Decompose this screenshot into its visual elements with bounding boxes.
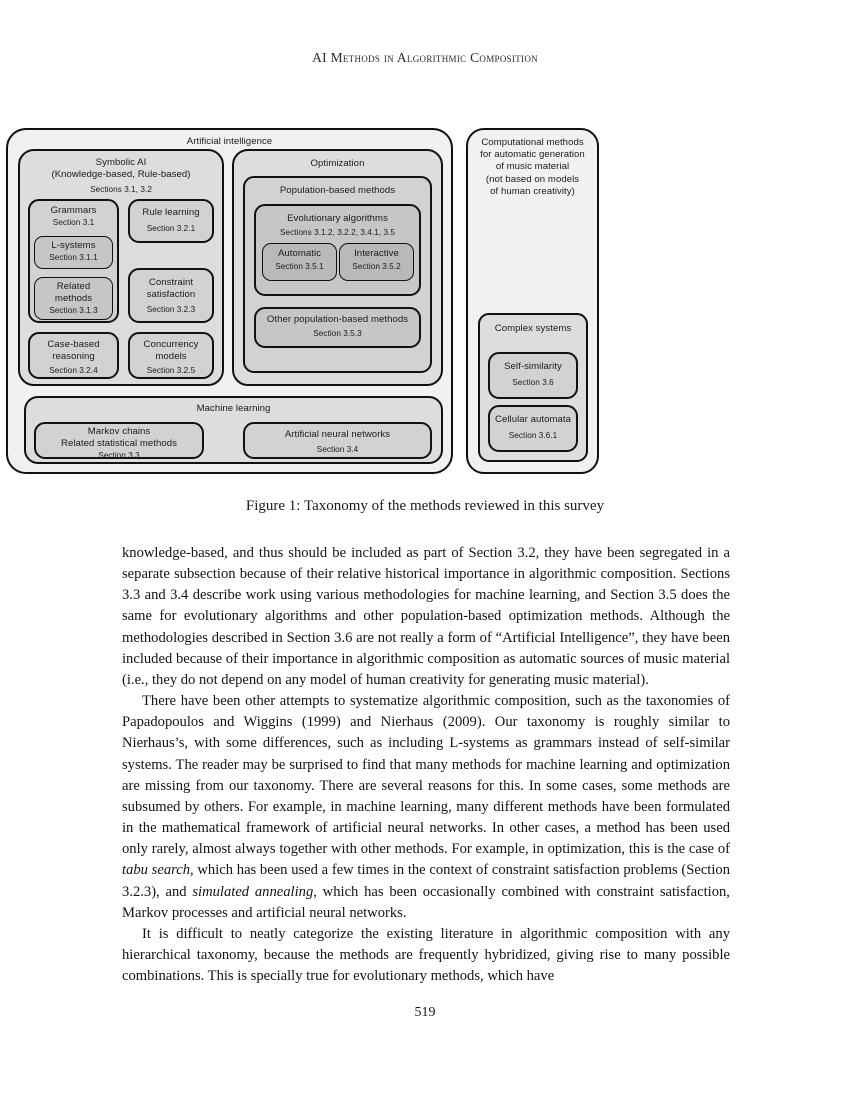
other-population-based-methods-sections: Section 3.5.3 xyxy=(313,329,362,339)
running-head: AI Methods in Algorithmic Composition xyxy=(312,50,538,65)
grammars-title: Grammars xyxy=(50,205,97,216)
rule-learning-box xyxy=(128,199,214,243)
body-text xyxy=(122,543,730,987)
interactive-sections: Section 3.5.2 xyxy=(352,262,401,272)
markov-chains-title-line2: Related statistical methods xyxy=(61,438,177,450)
computational-methods-title-line2: for automatic generation xyxy=(480,149,585,161)
l-systems-box xyxy=(34,236,113,269)
machine-learning-title: Machine learning xyxy=(196,403,271,414)
page-number: 519 xyxy=(414,1005,436,1020)
case-based-reasoning-box xyxy=(28,332,119,379)
interactive-title: Interactive xyxy=(354,248,399,259)
computational-methods-title-line3: of music material xyxy=(495,161,570,173)
paragraph-2 xyxy=(122,691,730,924)
paragraph-2-italic-simulated-annealing: simulated annealing xyxy=(192,883,314,900)
computational-methods-title-line4: (not based on models xyxy=(485,173,580,185)
symbolic-ai-sections: Sections 3.1, 3.2 xyxy=(90,185,152,195)
case-based-reasoning-title-line1: Case-based xyxy=(47,339,100,350)
paragraph-2-part-1: There have been other attempts to systematize algorithmic composition, such as the taxonomies of Papadopoulos and Wiggins (1999) and Nierhaus (2009). Our taxonomy is roughly similar to Nierhaus’s, with some differences, such as including L-systems as grammars instead of self-similar systems. The reader may be surprised to find that many methods for machine learning and optimization are missing from our taxonomy. There are several reasons for this. In some cases, some methods are subsumed by others. For example, in machine learning, many different methods have been formulated in the mathematical framework of artificial neural networks. In other cases, a method has been used only rarely, almost always together with other methods. For example, in optimization, this is the case of xyxy=(122,693,730,858)
concurrency-models-title-line1: Concurrency xyxy=(143,339,199,350)
markov-chains-box xyxy=(34,422,204,459)
grammars-sections: Section 3.1 xyxy=(52,218,95,228)
ai-container-title: Artificial intelligence xyxy=(186,136,273,147)
markov-chains-sections: Section 3.3 xyxy=(98,451,140,461)
related-methods-sections: Section 3.1.3 xyxy=(49,306,98,316)
self-similarity-sections: Section 3.6 xyxy=(512,378,554,388)
figure-caption: Figure 1: Taxonomy of the methods reviewed in this survey xyxy=(245,498,605,514)
constraint-satisfaction-box xyxy=(128,268,214,323)
population-based-methods-title: Population-based methods xyxy=(279,185,396,196)
constraint-satisfaction-sections: Section 3.2.3 xyxy=(146,305,196,315)
related-methods-title-line2: methods xyxy=(54,293,93,305)
l-systems-title: L-systems xyxy=(51,240,96,251)
evolutionary-algorithms-sections: Sections 3.1.2, 3.2.2, 3.4.1, 3.5 xyxy=(280,228,395,238)
l-systems-sections: Section 3.1.1 xyxy=(49,253,98,263)
figure-taxonomy-diagram xyxy=(0,126,850,478)
paragraph-1: knowledge-based, and thus should be included as part of Section 3.2, they have been segregated in a separate subsection because of their relative historical importance in algorithmic composition. Sections 3.3 and 3.4 describe work using various methodologies for machine learning, and Section 3.5 does the same for evolutionary algorithms and other population-based optimization methods. Although the methodologies described in Section 3.6 are not really a form of “Artificial Intelligence”, they have been included because of their importance in algorithmic composition as automatic sources of music material (i.e., they do not depend on any model of human creativity for generating music material). xyxy=(122,545,730,688)
other-population-based-methods-box xyxy=(254,307,421,348)
artificial-neural-networks-box xyxy=(243,422,432,459)
automatic-title: Automatic xyxy=(277,248,322,259)
related-methods-title-line1: Related xyxy=(56,281,91,292)
other-population-based-methods-title: Other population-based methods xyxy=(266,314,409,325)
concurrency-models-box xyxy=(128,332,214,379)
automatic-sections: Section 3.5.1 xyxy=(275,262,324,272)
paragraph-2-italic-tabu-search: tabu search xyxy=(122,862,191,879)
automatic-box xyxy=(262,243,337,281)
related-methods-box xyxy=(34,277,113,320)
case-based-reasoning-title-line2: reasoning xyxy=(52,351,95,363)
complex-systems-title: Complex systems xyxy=(494,323,572,334)
markov-chains-title-line1: Markov chains xyxy=(87,426,151,437)
self-similarity-box xyxy=(488,352,578,399)
paragraph-2-part-3: , which has been occasionally combined with constraint satisfaction, Markov processes and artificial neural networks. xyxy=(122,883,730,921)
constraint-satisfaction-title-line1: Constraint xyxy=(148,277,194,288)
symbolic-ai-title-line2: (Knowledge-based, Rule-based) xyxy=(51,169,191,181)
symbolic-ai-title-line1: Symbolic AI xyxy=(95,157,147,168)
artificial-neural-networks-title: Artificial neural networks xyxy=(284,429,391,440)
constraint-satisfaction-title-line2: satisfaction xyxy=(146,289,196,301)
rule-learning-sections: Section 3.2.1 xyxy=(146,224,196,234)
computational-methods-title-line5: of human creativity) xyxy=(490,185,575,197)
paragraph-3: It is difficult to neatly categorize the existing literature in algorithmic composition with any hierarchical taxonomy, because the methods are frequently hybridized, giving rise to many possible combinations. This is specially true for evolutionary methods, which have xyxy=(122,925,730,985)
case-based-reasoning-sections: Section 3.2.4 xyxy=(49,366,98,376)
computational-methods-title-line1: Computational methods xyxy=(481,137,584,148)
cellular-automata-box xyxy=(488,405,578,452)
self-similarity-title: Self-similarity xyxy=(504,361,562,372)
paragraph-2-part-2: , which has been used a few times in the context of constraint satisfaction problems (Section 3.2.3), and xyxy=(122,862,730,900)
cellular-automata-title: Cellular automata xyxy=(494,414,572,425)
optimization-title: Optimization xyxy=(310,158,365,169)
cellular-automata-sections: Section 3.6.1 xyxy=(508,431,558,441)
artificial-neural-networks-sections: Section 3.4 xyxy=(316,445,359,455)
interactive-box xyxy=(339,243,414,281)
concurrency-models-sections: Section 3.2.5 xyxy=(146,366,196,376)
rule-learning-title: Rule learning xyxy=(142,207,200,218)
concurrency-models-title-line2: models xyxy=(155,351,187,363)
evolutionary-algorithms-title: Evolutionary algorithms xyxy=(287,213,388,224)
